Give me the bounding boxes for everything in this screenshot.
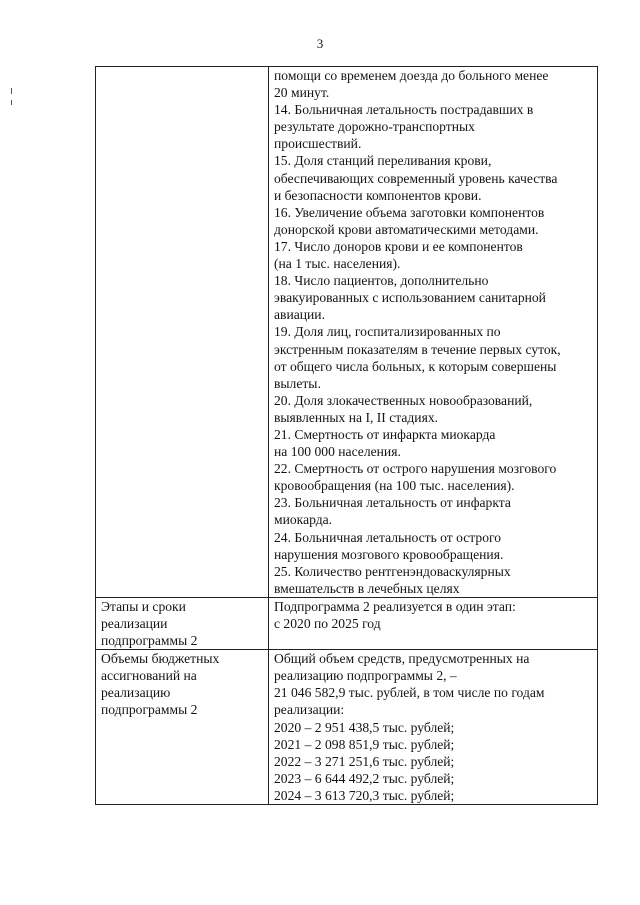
- indicators-text-line: 16. Увеличение объема заготовки компонентов: [274, 204, 545, 220]
- stages-text-line: Подпрограмма 2 реализуется в один этап:: [274, 598, 516, 614]
- indicators-text-line: 17. Число доноров крови и ее компонентов: [274, 238, 523, 254]
- indicators-text-line: миокарда.: [274, 512, 333, 528]
- indicators-text-line: 14. Больничная летальность пострадавших в: [274, 102, 534, 118]
- indicators-text-line: 20 минут.: [274, 85, 330, 101]
- budget-text-line: 2024 – 3 613 720,3 тыс. рублей;: [274, 787, 455, 803]
- indicators-text-line: 18. Число пациентов, дополнительно: [274, 273, 489, 289]
- indicators-text-line: кровообращения (на 100 тыс. населения).: [274, 478, 515, 494]
- margin-mark: [11, 88, 12, 94]
- budget-text-line: реализацию подпрограммы 2, –: [274, 668, 457, 684]
- budget-text-line: Общий объем средств, предусмотренных на: [274, 651, 530, 667]
- stages-label-line: подпрограммы 2: [101, 633, 198, 649]
- indicators-text-line: 25. Количество рентгенэндоваскулярных: [274, 563, 511, 579]
- indicators-text-line: результате дорожно-транспортных: [274, 119, 475, 135]
- page-number: 3: [316, 36, 324, 51]
- indicators-text-line: 20. Доля злокачественных новообразований,: [274, 392, 533, 408]
- stages-text-line: с 2020 по 2025 год: [274, 616, 381, 631]
- indicators-text-line: 22. Смертность от острого нарушения мозгового: [274, 461, 557, 477]
- budget-text-line: 21 046 582,9 тыс. рублей, в том числе по годам: [274, 685, 545, 701]
- indicators-text-line: нарушения мозгового кровообращения.: [274, 546, 504, 562]
- budget-text-line: 2022 – 3 271 251,6 тыс. рублей;: [274, 753, 455, 769]
- stages-label-line: реализации: [101, 616, 168, 631]
- indicators-text-line: вылеты.: [274, 375, 321, 391]
- margin-mark: [11, 100, 12, 105]
- stages-label-line: Этапы и сроки: [101, 598, 186, 614]
- budget-text-line: 2021 – 2 098 851,9 тыс. рублей;: [274, 736, 455, 752]
- subprogram-passport-table: [95, 66, 598, 805]
- indicators-text-line: 15. Доля станций переливания крови,: [274, 153, 492, 169]
- indicators-content-cell: [269, 67, 598, 598]
- indicators-text-line: и безопасности компонентов крови.: [274, 187, 482, 203]
- budget-label-line: Объемы бюджетных: [101, 651, 220, 667]
- indicators-text-line: на 100 000 населения.: [274, 444, 401, 460]
- indicators-text-line: от общего числа больных, к которым совершены: [274, 358, 557, 374]
- indicators-text-line: 21. Смертность от инфаркта миокарда: [274, 426, 496, 442]
- budget-label-line: реализацию: [101, 685, 171, 701]
- indicators-text-line: происшествий.: [274, 136, 362, 152]
- indicators-text-line: выявленных на I, II стадиях.: [274, 409, 439, 425]
- budget-text-line: 2023 – 6 644 492,2 тыс. рублей;: [274, 770, 455, 786]
- indicators-text-line: 19. Доля лиц, госпитализированных по: [274, 324, 501, 340]
- budget-text-line: реализации:: [274, 702, 345, 718]
- table-row-indicators: [96, 67, 598, 598]
- indicators-text-line: авиации.: [274, 307, 325, 323]
- indicators-label-cell: [96, 67, 269, 598]
- budget-text-line: 2020 – 2 951 438,5 тыс. рублей;: [274, 719, 455, 735]
- indicators-text-line: эвакуированных с использованием санитарной: [274, 290, 546, 306]
- budget-content-cell: [269, 650, 598, 805]
- budget-label-line: подпрограммы 2: [101, 702, 198, 718]
- table-row-stages: [96, 597, 598, 649]
- indicators-text-line: 24. Больничная летальность от острого: [274, 529, 502, 545]
- indicators-text-line: экстренным показателям в течение первых суток,: [274, 341, 561, 357]
- budget-label-line: ассигнований на: [101, 668, 197, 684]
- indicators-text-line: 23. Больничная летальность от инфаркта: [274, 495, 511, 511]
- stages-content-cell: [269, 597, 598, 649]
- budget-label-cell: [96, 650, 269, 805]
- stages-label-cell: [96, 597, 269, 649]
- indicators-text-line: (на 1 тыс. населения).: [274, 256, 401, 272]
- table-row-budget: [96, 650, 598, 805]
- indicators-text-line: помощи со временем доезда до больного менее: [274, 68, 549, 83]
- indicators-text-line: донорской крови автоматическими методами.: [274, 221, 539, 237]
- indicators-text-line: обеспечивающих современный уровень качества: [274, 170, 558, 186]
- indicators-text-line: вмешательств в лечебных целях: [274, 580, 460, 596]
